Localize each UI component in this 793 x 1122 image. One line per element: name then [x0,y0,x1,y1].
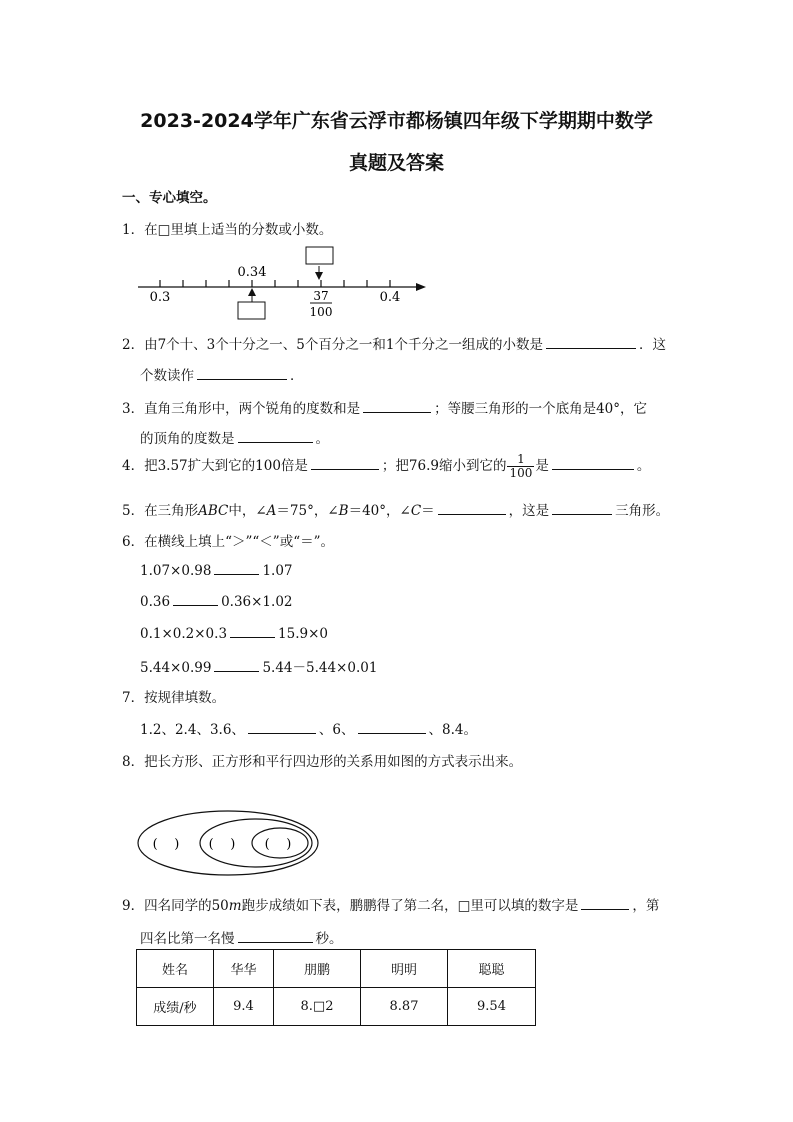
number-line-figure [130,244,440,324]
q5-text-6: ，这是 [508,503,550,519]
table-header-cell: 华华 [214,950,274,988]
q3-text-4: 。 [315,431,329,447]
question-4 [122,453,650,480]
q3-text: 3．直角三角形中，两个锐角的度数和是 [122,401,361,417]
q4-text-3: 是 [535,458,549,474]
label-0-34: 0.34 [237,265,267,280]
angle-b: B [338,503,349,519]
answer-blank[interactable] [581,897,629,910]
compare-row [140,625,328,642]
paren-blank-middle: ( ) [208,837,236,852]
angle-a: A [266,503,277,519]
q2-text-2: ．这 [638,337,666,353]
number-line-ticks [160,280,390,287]
answer-blank[interactable] [238,430,313,443]
compare-right: 15.9×0 [278,626,329,642]
compare-left: 0.1×0.2×0.3 [140,626,228,642]
compare-row [140,562,293,579]
paren-blank-outer: ( ) [152,837,180,852]
paren-blank-inner: ( ) [264,837,292,852]
q5-text: 5．在三角形 [122,503,199,519]
q5-text-5: ＝ [421,503,435,519]
answer-blank[interactable] [238,930,313,943]
q2-text: 2．由7个十、3个十分之一、5个百分之一和1个千分之一组成的小数是 [122,337,543,353]
compare-left: 5.44×0.99 [140,660,212,676]
q9-text-5: 秒。 [315,931,343,947]
question-9 [122,894,659,914]
table-header-cell: 明明 [361,950,448,988]
question-8: 8．把长方形、正方形和平行四边形的关系用如图的方式表示出来。 [122,754,523,770]
question-6: 6．在横线上填上“＞”“＜”或“＝”。 [122,534,334,550]
answer-box-top [306,247,333,264]
compare-right: 5.44－5.44×0.01 [262,660,378,676]
question-9-cont [140,927,343,947]
question-7: 7．按规律填数。 [122,690,226,706]
question-2 [122,333,666,353]
question-2-cont [140,364,304,384]
table-cell: 9.54 [448,988,536,1026]
compare-row [140,656,377,676]
q5-text-2: 中，∠ [228,503,267,519]
answer-blank[interactable] [248,721,316,734]
venn-diagram [132,808,332,880]
answer-blank[interactable] [214,562,259,575]
page-title: 2023-2024学年广东省云浮市都杨镇四年级下学期期中数学 [140,110,653,132]
q9-text-2: 跑步成绩如下表，鹏鹏得了第二名，□里可以填的数字是 [241,898,579,914]
q9-text: 9．四名同学的50 [122,898,229,914]
answer-box-bottom [238,302,265,319]
section-heading: 一、专心填空。 [122,190,217,206]
answer-blank[interactable] [358,721,426,734]
answer-blank[interactable] [230,625,275,638]
page-title-line2: 真题及答案 [348,152,444,174]
fraction-1-100: $\frac{1}{100}$ [509,452,533,480]
q9-text-3: ，第 [632,898,660,914]
compare-right: 0.36×1.02 [221,594,293,610]
q7-text-3: 、8.4。 [428,722,477,738]
label-0-4: 0.4 [379,290,401,305]
q4-text-4: 。 [636,458,651,474]
question-3-cont [140,427,329,447]
unit-m: m [228,898,242,914]
q2-text-3: 个数读作 [140,368,194,384]
q3-text-3: 的顶角的度数是 [140,431,235,447]
q4-text: 4．把3.57扩大到它的100倍是 [122,458,308,474]
q5-text-3: ＝75°，∠ [276,503,339,519]
answer-blank[interactable] [363,400,431,413]
number-line-arrow [416,283,426,291]
table-cell: 成绩/秒 [137,988,214,1026]
compare-left: 0.36 [140,594,171,610]
question-1: 1．在□里填上适当的分数或小数。 [122,222,333,238]
question-3 [122,397,647,417]
question-5 [122,499,669,519]
score-table [136,949,536,1026]
table-header-cell: 朋鹏 [274,950,361,988]
answer-blank[interactable] [197,367,287,380]
compare-left: 1.07×0.98 [140,563,212,579]
q3-text-2: ；等腰三角形的一个底角是40°，它 [434,401,648,417]
table-header-row [137,950,536,988]
frac-denominator: 100 [309,305,333,319]
label-0-3: 0.3 [149,290,171,305]
table-row [137,988,536,1026]
triangle-name: ABC [198,503,229,519]
arrow-up [248,288,256,296]
compare-right: 1.07 [262,563,293,579]
answer-blank[interactable] [214,659,259,672]
pattern-row [140,718,477,738]
q5-text-7: 三角形。 [615,503,670,519]
answer-blank[interactable] [173,593,218,606]
table-cell: 9.4 [214,988,274,1026]
table-cell: 8.87 [361,988,448,1026]
table-cell: 8.□2 [274,988,361,1026]
q9-text-4: 四名比第一名慢 [140,931,235,947]
answer-blank[interactable] [311,457,379,470]
answer-blank[interactable] [546,336,636,349]
q7-text-2: 、6、 [318,722,355,738]
q5-text-4: ＝40°，∠ [348,503,411,519]
table-header-cell: 聪聪 [448,950,536,988]
q2-text-4: ． [290,368,304,384]
answer-blank[interactable] [438,502,506,515]
q7-text: 1.2、2.4、3.6、 [140,722,245,738]
q4-text-2: ；把76.9缩小到它的 [381,458,507,474]
frac-numerator: 37 [313,289,329,303]
answer-blank[interactable] [552,502,612,515]
answer-blank[interactable] [552,457,634,470]
arrow-down [315,272,323,280]
angle-c: C [410,503,422,519]
compare-row [140,593,293,610]
table-header-cell: 姓名 [137,950,214,988]
